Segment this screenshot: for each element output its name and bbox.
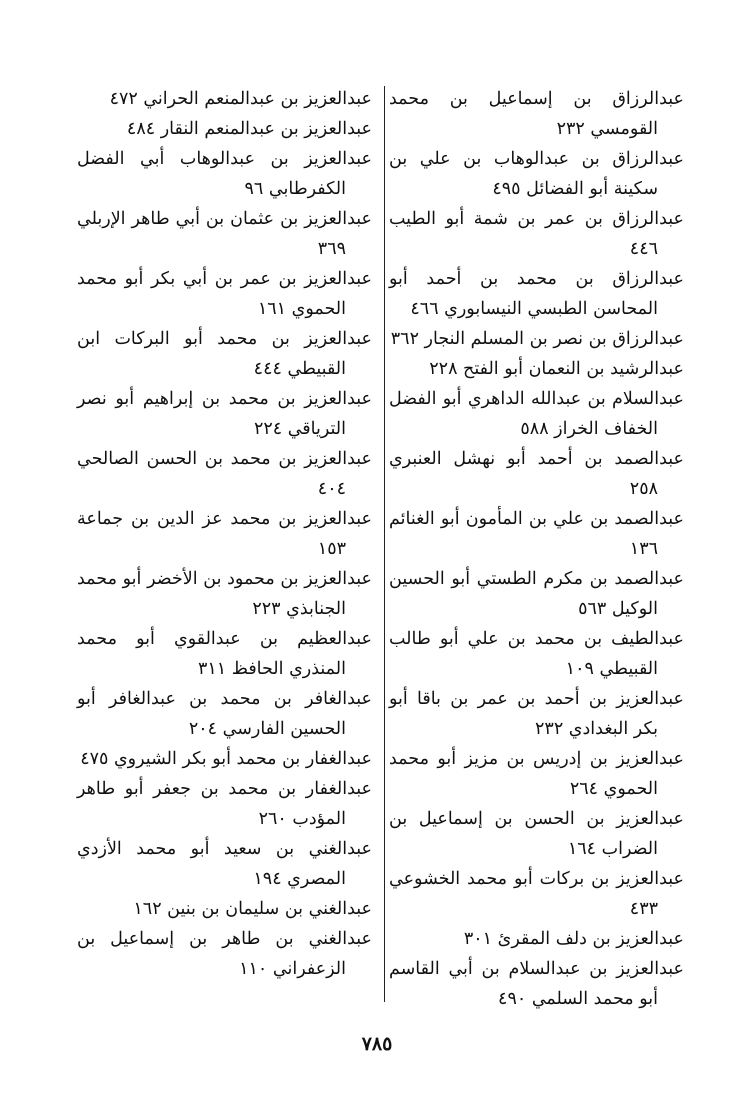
index-entry: عبدالغفار بن محمد أبو بكر الشيروي ٤٧٥ [80,749,372,769]
index-entry: عبدالغني بن طاهر بن إسماعيل بن الزعفراني ١١٠ [77,929,372,979]
index-entry: عبدالعزيز بن الحسن بن إسماعيل بن الضراب ١٦٤ [389,809,684,859]
index-entry: عبدالعزيز بن محمد بن الحسن الصالحي ٤٠٤ [77,449,372,499]
index-entry: عبدالصمد بن أحمد أبو نهشل العنبري ٢٥٨ [389,449,684,499]
index-entry: عبدالصمد بن علي بن المأمون أبو الغنائم ١٣٦ [389,509,684,559]
index-entry: عبدالرزاق بن محمد بن أحمد أبو المحاسن الطبسي النيسابوري ٤٦٦ [389,269,684,319]
index-entry: عبدالرشيد بن النعمان أبو الفتح ٢٢٨ [429,359,684,379]
index-entry: عبدالسلام بن عبدالله الداهري أبو الفضل الخفاف الخراز ٥٨٨ [389,389,684,439]
index-entry: عبدالغني بن سليمان بن بنين ١٦٢ [133,899,372,919]
index-entry: عبدالعزيز بن عبدالمنعم الحراني ٤٧٢ [109,89,372,109]
index-entry: عبدالعزيز بن إدريس بن مزيز أبو محمد الحموي ٢٦٤ [389,749,684,799]
index-entry: عبدالصمد بن مكرم الطستي أبو الحسين الوكيل ٥٦٣ [389,569,684,619]
page-number: ٧٨٥ [361,1033,393,1055]
index-entry: عبدالعزيز بن محمد بن إبراهيم أبو نصر الترياقي ٢٢٤ [77,389,372,439]
index-entry: عبدالعزيز بن عثمان بن أبي طاهر الإربلي ٣٦٩ [77,209,372,259]
index-entry: عبدالرزاق بن عبدالوهاب بن علي بن سكينة أبو الفضائل ٤٩٥ [389,149,684,199]
index-entry: عبدالعزيز بن محمد عز الدين بن جماعة ١٥٣ [77,509,372,559]
index-entry: عبدالعزيز بن دلف المقرئ ٣٠١ [463,929,684,949]
index-entry: عبدالعزيز بن عمر بن أبي بكر أبو محمد الحموي ١٦١ [77,269,372,319]
index-column-left [77,84,372,984]
index-entry: عبدالرزاق بن نصر بن المسلم النجار ٣٦٢ [390,329,684,349]
index-entry: عبدالعزيز بن عبدالوهاب أبي الفضل الكفرطابي ٩٦ [77,149,372,199]
index-entry: عبدالعزيز بن عبدالمنعم النقار ٤٨٤ [126,119,372,139]
index-entry: عبدالعزيز بن محمد أبو البركات ابن القبيطي ٤٤٤ [77,329,372,379]
index-entry: عبدالعزيز بن بركات أبو محمد الخشوعي ٤٣٣ [389,869,684,919]
index-entry: عبدالرزاق بن إسماعيل بن محمد القومسي ٢٣٢ [389,89,684,139]
index-entry: عبدالغفار بن محمد بن جعفر أبو طاهر المؤدب ٢٦٠ [77,779,372,829]
index-entry: عبدالغافر بن محمد بن عبدالغافر أبو الحسين الفارسي ٢٠٤ [77,689,372,739]
column-divider [384,86,385,1002]
index-entry: عبدالعظيم بن عبدالقوي أبو محمد المنذري الحافظ ٣١١ [77,629,372,679]
index-entry: عبدالعزيز بن محمود بن الأخضر أبو محمد الجنابذي ٢٢٣ [77,569,372,619]
index-entry: عبدالعزيز بن أحمد بن عمر بن باقا أبو بكر البغدادي ٢٣٢ [389,689,684,739]
index-entry: عبدالطيف بن محمد بن علي أبو طالب القبيطي ١٠٩ [389,629,684,679]
index-entry: عبدالرزاق بن عمر بن شمة أبو الطيب ٤٤٦ [389,209,684,259]
index-entry: عبدالغني بن سعيد أبو محمد الأزدي المصري ١٩٤ [77,839,372,889]
index-entry: عبدالعزيز بن عبدالسلام بن أبي القاسم أبو محمد السلمي ٤٩٠ [389,959,684,1009]
index-column-right [389,84,684,1014]
